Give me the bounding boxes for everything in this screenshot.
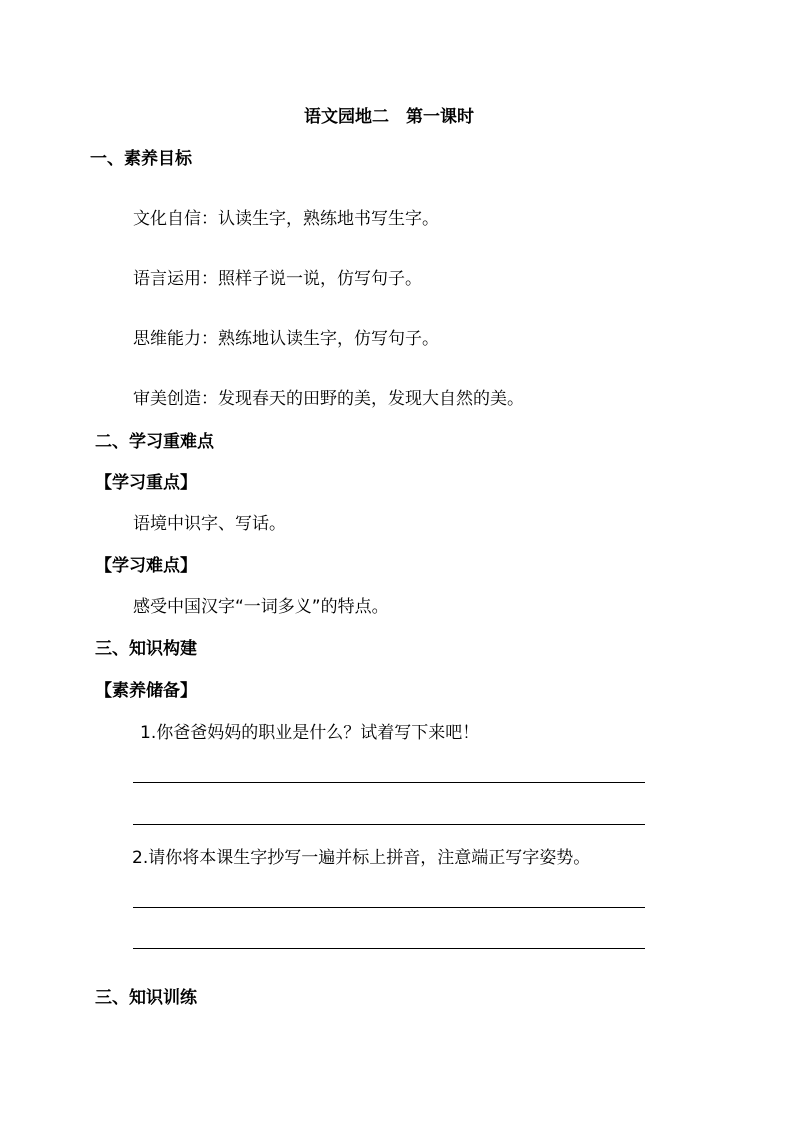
- answer-line-2b[interactable]: [133, 948, 645, 949]
- goal-item-language: 语言运用：照样子说一说，仿写句子。: [133, 269, 422, 289]
- goal-item-culture: 文化自信：认读生字，熟练地书写生字。: [133, 209, 439, 229]
- key-point-text: 语境中识字、写话。: [133, 514, 286, 534]
- difficult-point-text: 感受中国汉字“一词多义”的特点。: [133, 597, 389, 617]
- answer-line-1b[interactable]: [133, 824, 645, 825]
- section-heading-key-points: 二、学习重难点: [95, 432, 214, 452]
- page-title: 语文园地二 第一课时: [304, 107, 474, 127]
- question-2: 2.请你将本课生字抄写一遍并标上拼音，注意端正写字姿势。: [132, 848, 591, 868]
- difficult-point-label: 【学习难点】: [95, 556, 197, 576]
- answer-line-1a[interactable]: [133, 782, 645, 783]
- key-point-label: 【学习重点】: [95, 473, 197, 493]
- section-heading-knowledge-building: 三、知识构建: [95, 639, 197, 659]
- literacy-prep-label: 【素养储备】: [95, 681, 197, 701]
- question-1: 1.你爸爸妈妈的职业是什么？试着写下来吧！: [140, 723, 480, 743]
- section-heading-goals: 一、素养目标: [90, 149, 192, 169]
- goal-item-aesthetics: 审美创造：发现春天的田野的美，发现大自然的美。: [133, 389, 524, 409]
- goal-item-thinking: 思维能力：熟练地认读生字，仿写句子。: [133, 329, 439, 349]
- answer-line-2a[interactable]: [133, 907, 645, 908]
- section-heading-knowledge-training: 三、知识训练: [95, 988, 197, 1008]
